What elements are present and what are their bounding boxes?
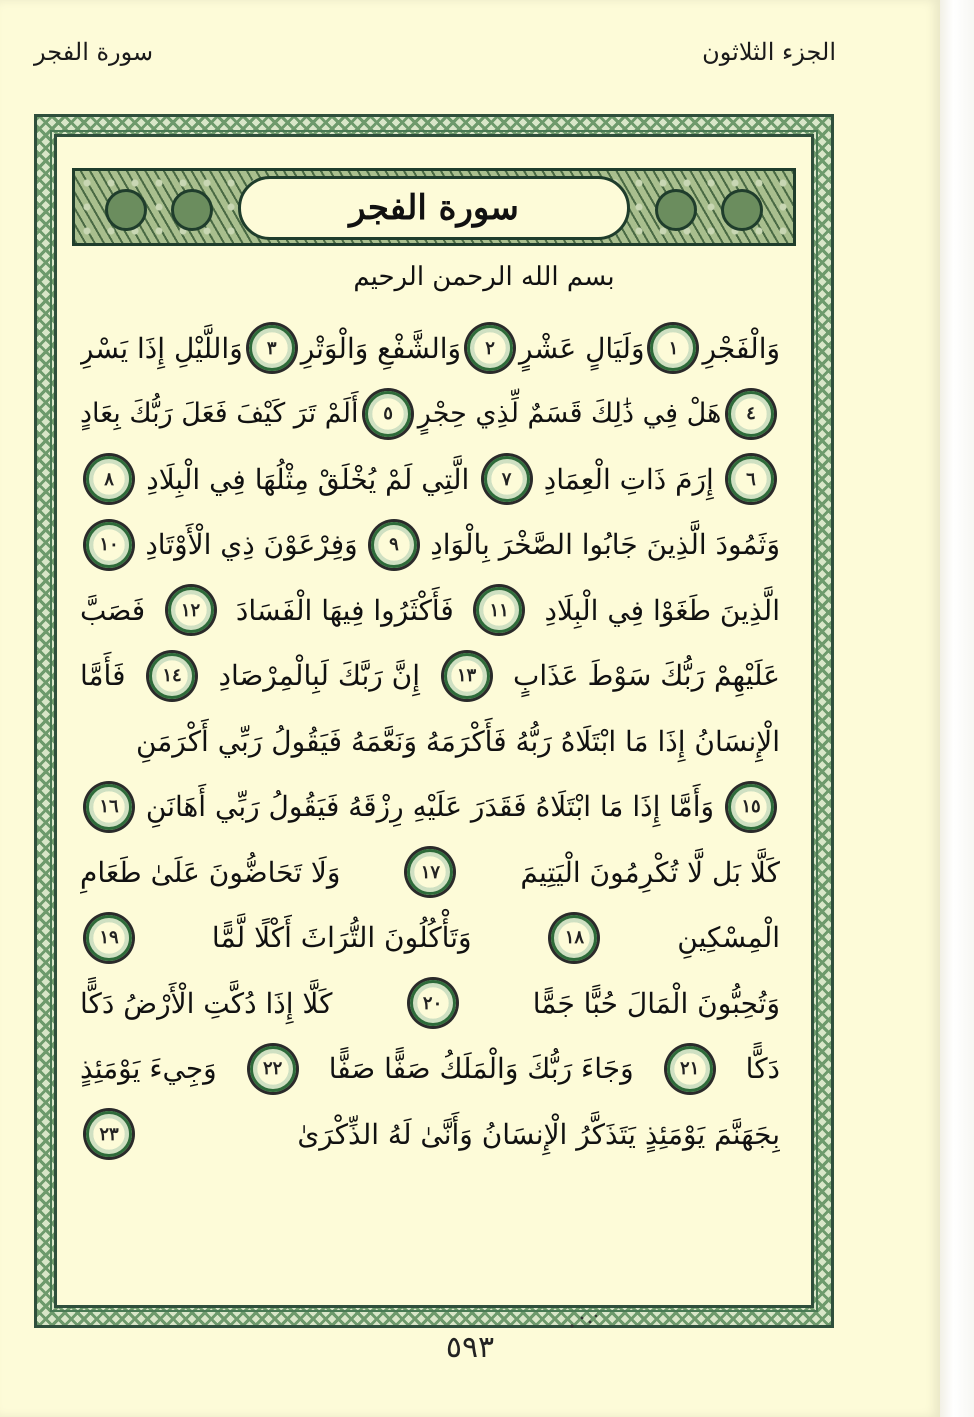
verse-text: فَأَمَّا (80, 659, 126, 692)
verse-line (80, 973, 780, 1033)
ayah-number-marker: ٢٣ (86, 1111, 132, 1157)
verse-line (80, 449, 780, 509)
verse-text: وَفِرْعَوْنَ ذِي الْأَوْتَادِ (145, 528, 358, 561)
verse-text: دَكًّا (745, 1052, 780, 1085)
verse-text: بِجَهَنَّمَ يَوْمَئِذٍ يَتَذَكَّرُ الْإِنسَانُ وَأَنَّىٰ لَهُ الذِّكْرَىٰ (297, 1117, 780, 1151)
verse-text: أَلَمْ تَرَ كَيْفَ فَعَلَ رَبُّكَ بِعَادٍ (80, 398, 359, 429)
verse-text: كَلَّا إِذَا دُكَّتِ الْأَرْضُ دَكًّا (80, 986, 333, 1020)
verse-text: الْمِسْكِينِ (677, 921, 780, 954)
ayah-number-marker: ٧ (484, 456, 530, 502)
basmala: بسم الله الرحمن الرحيم (353, 262, 615, 292)
ayah-number-marker: ١٧ (407, 849, 453, 895)
verse-text: الْإِنسَانُ إِذَا مَا ابْتَلَاهُ رَبُّهُ فَأَكْرَمَهُ وَنَعَّمَهُ فَيَقُولُ رَبِّي أَكْرَمَنِ (135, 724, 780, 758)
verse-text: وَثَمُودَ الَّذِينَ جَابُوا الصَّخْرَ بِالْوَادِ (430, 528, 780, 561)
ayah-number-marker: ٢ (467, 325, 513, 371)
verse-line (80, 318, 780, 378)
verse-line (80, 908, 780, 968)
verse-text: الَّذِينَ طَغَوْا فِي الْبِلَادِ (544, 593, 780, 627)
ayah-number-marker: ١٥ (728, 784, 774, 830)
ornament-knot-icon (655, 189, 697, 231)
verse-text: الَّتِي لَمْ يُخْلَقْ مِثْلُهَا فِي الْبِلَادِ (146, 462, 470, 496)
ayah-number-marker: ٤ (728, 391, 774, 437)
ayah-number-marker: ١٤ (149, 653, 195, 699)
verse-line (80, 1104, 780, 1164)
ayah-number-marker: ٢٢ (250, 1046, 296, 1092)
page-number: ٥٩٣ (445, 1330, 495, 1365)
ayah-number-marker: ١١ (476, 587, 522, 633)
verse-text: وَتُحِبُّونَ الْمَالَ حُبًّا جَمًّا (532, 986, 780, 1020)
verse-line (80, 580, 780, 640)
juz-header: الجزء الثلاثون (702, 38, 836, 66)
ayah-number-marker: ١٣ (444, 653, 490, 699)
ayah-number-marker: ١٠ (86, 522, 132, 568)
verse-text: فَصَبَّ (80, 593, 146, 627)
verse-text: وَأَمَّا إِذَا مَا ابْتَلَاهُ فَقَدَرَ عَلَيْهِ رِزْقَهُ فَيَقُولُ رَبِّي أَهَانَنِ (145, 790, 715, 823)
ayah-number-marker: ١٨ (551, 915, 597, 961)
verse-text: فَأَكْثَرُوا فِيهَا الْفَسَادَ (235, 593, 454, 627)
verse-text: وَلَا تَحَاضُّونَ عَلَىٰ طَعَامِ (80, 855, 341, 889)
verse-text: وَجِيءَ يَوْمَئِذٍ (80, 1052, 217, 1085)
ayah-number-marker: ١٦ (86, 784, 132, 830)
ayah-number-marker: ١٩ (86, 915, 132, 961)
verse-text: وَالشَّفْعِ وَالْوَتْرِ (300, 331, 462, 365)
verse-line (80, 1039, 780, 1099)
ayah-number-marker: ٦ (728, 456, 774, 502)
verse-text: وَجَاءَ رَبُّكَ وَالْمَلَكُ صَفًّا صَفًّا (328, 1052, 634, 1085)
pencil-dots-icon (566, 1310, 602, 1332)
surah-title-cartouche (238, 176, 630, 240)
verse-text: هَلْ فِي ذَٰلِكَ قَسَمٌ لِّذِي حِجْرٍ (417, 398, 722, 429)
verse-line (80, 646, 780, 706)
verse-text: إِنَّ رَبَّكَ لَبِالْمِرْصَادِ (218, 659, 421, 692)
verse-line (80, 711, 780, 771)
ayah-number-marker: ٨ (86, 456, 132, 502)
ayah-number-marker: ٩ (371, 522, 417, 568)
ayah-number-marker: ١ (650, 325, 696, 371)
surah-title: سورة الفجر (349, 188, 519, 228)
verse-text: وَالْفَجْرِ (702, 331, 780, 365)
verse-text: وَاللَّيْلِ إِذَا يَسْرِ (80, 331, 243, 365)
ornament-knot-icon (721, 189, 763, 231)
ayah-number-marker: ١٢ (168, 587, 214, 633)
ornament-knot-icon (171, 189, 213, 231)
ayah-number-marker: ٥ (365, 391, 411, 437)
verse-line (80, 515, 780, 575)
verse-text: إِرَمَ ذَاتِ الْعِمَادِ (543, 462, 714, 496)
verse-line (80, 842, 780, 902)
verse-text: وَلَيَالٍ عَشْرٍ (519, 331, 645, 365)
verse-text: كَلَّا بَل لَّا تُكْرِمُونَ الْيَتِيمَ (520, 855, 780, 889)
verse-text: عَلَيْهِمْ رَبُّكَ سَوْطَ عَذَابٍ (513, 659, 780, 692)
ornament-knot-icon (105, 189, 147, 231)
ayah-number-marker: ٢٠ (410, 980, 456, 1026)
verse-line (80, 777, 780, 837)
page-edge (940, 0, 974, 1417)
ayah-number-marker: ٣ (249, 325, 295, 371)
verse-text: وَتَأْكُلُونَ التُّرَاثَ أَكْلًا لَّمًّا (211, 921, 472, 954)
ayah-number-marker: ٢١ (667, 1046, 713, 1092)
surah-running-header: سورة الفجر (34, 38, 154, 66)
verse-line (80, 384, 780, 444)
